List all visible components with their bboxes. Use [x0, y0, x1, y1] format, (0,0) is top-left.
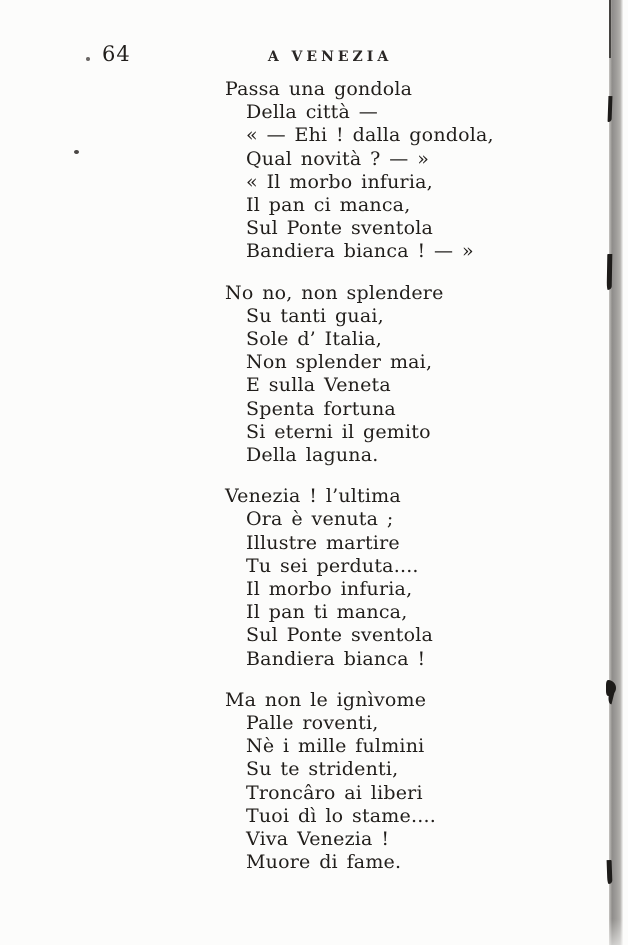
- poem-line: Illustre martire: [246, 531, 400, 554]
- page-number: 64: [102, 42, 131, 66]
- poem-line: Spenta fortuna: [246, 397, 396, 420]
- stanza: [225, 282, 494, 468]
- stanza: [225, 78, 494, 264]
- poem-line: No no, non splendere: [225, 281, 444, 304]
- poem-line: Palle roventi,: [246, 712, 379, 735]
- poem-line: « — Ehi ! dalla gondola,: [246, 124, 494, 147]
- paper-speck: [74, 150, 79, 154]
- poem-line: Della città —: [246, 101, 378, 124]
- poem-line: Si eterni il gemito: [246, 420, 431, 443]
- poem-line: Muore di fame.: [246, 851, 402, 874]
- poem-line: Tuoi dì lo stame....: [246, 804, 436, 827]
- poem-line: Su tanti guai,: [246, 304, 384, 327]
- poem-line: Venezia ! l’ultima: [225, 485, 401, 508]
- poem-line: E sulla Veneta: [246, 374, 391, 397]
- page-gutter-shadow: [609, 0, 623, 945]
- paper-speck: [86, 57, 90, 61]
- poem-line: Qual novità ? — »: [246, 147, 430, 170]
- poem-line: Bandiera bianca !: [246, 647, 426, 670]
- binding-ink-mark: [607, 860, 613, 884]
- poem-line: Il pan ci manca,: [246, 194, 411, 217]
- poem: [225, 78, 494, 893]
- stanza: [225, 485, 494, 671]
- poem-line: Su te stridenti,: [246, 758, 399, 781]
- poem-line: Troncâro ai liberi: [246, 781, 423, 804]
- poem-line: Passa una gondola: [225, 78, 413, 100]
- poem-line: « Il morbo infuria,: [246, 170, 433, 193]
- poem-line: Sul Ponte sventola: [246, 217, 434, 240]
- poem-line: Bandiera bianca ! — »: [246, 240, 474, 263]
- poem-line: Nè i mille fulmini: [246, 735, 425, 758]
- poem-line: Ma non le ignìvome: [225, 688, 427, 711]
- poem-line: Viva Venezia !: [246, 828, 390, 851]
- binding-ink-mark: [607, 254, 613, 290]
- poem-line: Non splender mai,: [246, 351, 433, 374]
- poem-line: Tu sei perduta....: [246, 554, 419, 577]
- poem-line: Sul Ponte sventola: [246, 624, 434, 647]
- running-head: A VENEZIA: [267, 49, 393, 65]
- poem-line: Della laguna.: [246, 444, 379, 467]
- poem-line: Ora è venuta ;: [246, 508, 394, 531]
- poem-line: Il morbo infuria,: [246, 578, 413, 601]
- stanza: [225, 689, 494, 875]
- poem-line: Sole d’ Italia,: [246, 328, 383, 351]
- poem-line: Il pan ti manca,: [246, 601, 408, 624]
